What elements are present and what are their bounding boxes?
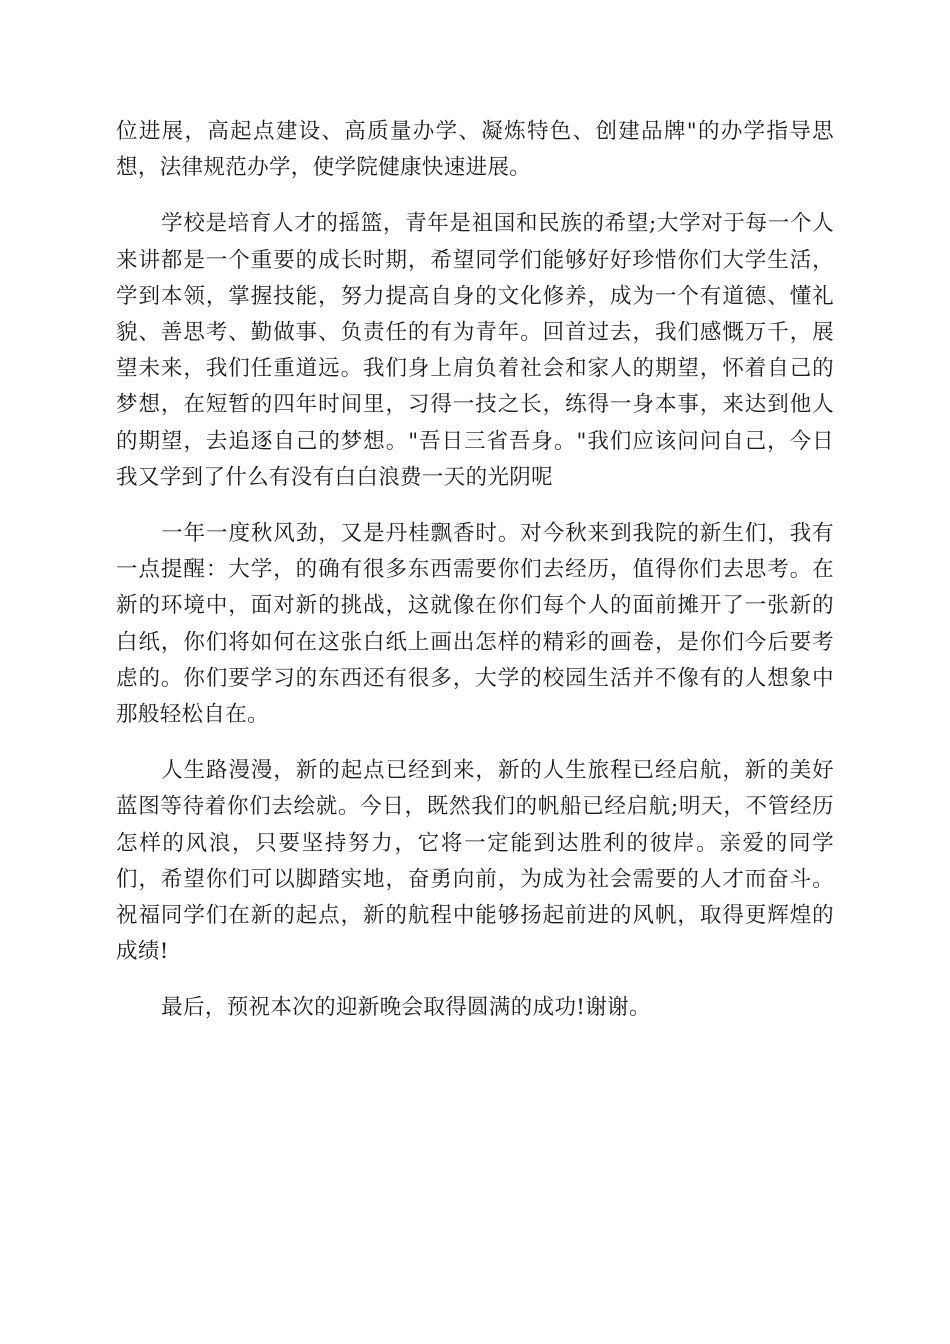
paragraph-school-and-youth: 学校是培育人才的摇篮，青年是祖国和民族的希望;大学对于每一个人来讲都是一个重要的成长时期，希望同学们能够好好珍惜你们大学生活，学到本领，掌握技能，努力提高自身的文化修养，成为一个有道德、懂礼貌、善思考、勤做事、负责任的有为青年。回首过去，我们感慨万千，展望未来，我们任重道远。我们身上肩负着社会和家人的期望，怀着自己的梦想，在短暂的四年时间里，习得一技之长，练得一身本事，来达到他人的期望，去追逐自己的梦想。"吾日三省吾身。"我们应该问问自己，今日我又学到了什么有没有白白浪费一天的光阴呢 [116,211,834,490]
paragraph-autumn-reminder: 一年一度秋风劲，又是丹桂飘香时。对今秋来到我院的新生们，我有一点提醒：大学，的确有很多东西需要你们去经历，值得你们去思考。在新的环境中，面对新的挑战，这就像在你们每个人的面前摊开了一张新的白纸，你们将如何在这张白纸上画出怎样的精彩的画卷，是你们今后要考虑的。你们要学习的东西还有很多，大学的校园生活并不像有的人想象中那般轻松自在。 [116,521,834,728]
paragraph-closing: 最后，预祝本次的迎新晚会取得圆满的成功!谢谢。 [161,995,651,1021]
document-body [116,114,834,1047]
paragraph-continuation: 位进展，高起点建设、高质量办学、凝炼特色、创建品牌"的办学指导思想，法律规范办学，使学院健康快速进展。 [116,119,834,181]
paragraph-new-journey: 人生路漫漫，新的起点已经到来，新的人生旅程已经启航，新的美好蓝图等待着你们去绘就。今日，既然我们的帆船已经启航;明天，不管经历怎样的风浪，只要坚持努力，它将一定能到达胜利的彼岸。亲爱的同学们，希望你们可以脚踏实地，奋勇向前，为成为社会需要的人才而奋斗。祝福同学们在新的起点，新的航程中能够扬起前进的风帆，取得更辉煌的成绩! [116,758,834,965]
